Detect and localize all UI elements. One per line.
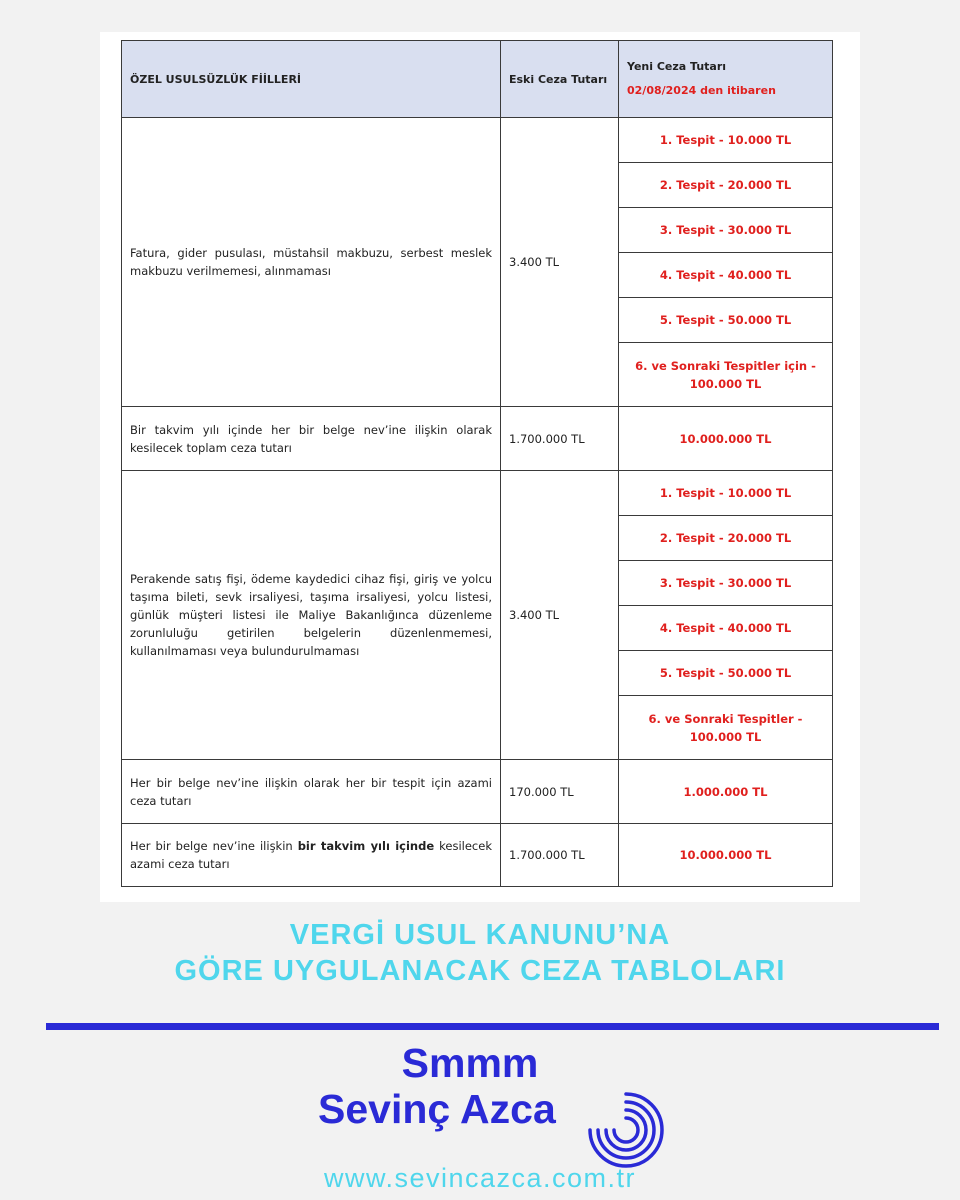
row-old-penalty: 3.400 TL xyxy=(501,118,619,407)
row-old-penalty: 1.700.000 TL xyxy=(501,407,619,471)
headline-line-1: VERGİ USUL KANUNU’NA xyxy=(289,919,671,951)
headline-line-2: GÖRE UYGULANACAK CEZA TABLOLARI xyxy=(174,955,786,987)
penalty-step: 5. Tespit - 50.000 TL xyxy=(619,298,832,343)
document-image xyxy=(100,32,860,902)
act-text: kesilecek azami ceza tutarı xyxy=(130,839,492,871)
row-new-penalty xyxy=(619,118,833,407)
header-old-penalty: Eski Ceza Tutarı xyxy=(501,41,619,118)
penalty-step: 1. Tespit - 10.000 TL xyxy=(619,471,832,516)
website-link[interactable]: www.sevincazca.com.tr xyxy=(323,1163,637,1193)
header-act: ÖZEL USULSÜZLÜK FİİLLERİ xyxy=(122,41,501,118)
row-old-penalty: 1.700.000 TL xyxy=(501,824,619,887)
row-act: Bir takvim yılı içinde her bir belge nev’ine ilişkin olarak kesilecek toplam ceza tutarı xyxy=(122,407,501,471)
penalty-step: 3. Tespit - 30.000 TL xyxy=(619,208,832,253)
act-text: Her bir belge nev’ine ilişkin xyxy=(130,839,298,853)
penalty-step: 4. Tespit - 40.000 TL xyxy=(619,606,832,651)
act-text-bold: bir takvim yılı içinde xyxy=(297,839,435,853)
penalty-table xyxy=(121,40,833,887)
swirl-logo-icon xyxy=(584,1088,668,1172)
table-row xyxy=(122,118,833,407)
row-old-penalty: 3.400 TL xyxy=(501,471,619,760)
penalty-step: 3. Tespit - 30.000 TL xyxy=(619,561,832,606)
table-row xyxy=(122,760,833,824)
row-act: Fatura, gider pusulası, müstahsil makbuzu, serbest meslek makbuzu verilmemesi, alınmaması xyxy=(122,118,501,407)
divider xyxy=(46,1023,939,1030)
brand-title: Smmm xyxy=(401,1040,539,1086)
row-act xyxy=(122,824,501,887)
brand-name: Sevinç Azca xyxy=(318,1086,556,1132)
table-row xyxy=(122,824,833,887)
table-row xyxy=(122,407,833,471)
header-new-date: 02/08/2024 den itibaren xyxy=(627,84,776,97)
row-act: Perakende satış fişi, ödeme kaydedici cihaz fişi, giriş ve yolcu taşıma bileti, sevk irsaliyesi, taşıma irsaliyesi, yolcu listesi, günlük müşteri listesi ile Maliye Bakanlığınca düzenleme zorunluluğu getirilen belgelerin düzenlenmemesi, kullanılmaması veya bulundurulmaması xyxy=(122,471,501,760)
row-old-penalty: 170.000 TL xyxy=(501,760,619,824)
row-new-penalty xyxy=(619,471,833,760)
penalty-step: 2. Tespit - 20.000 TL xyxy=(619,163,832,208)
header-new-penalty xyxy=(619,41,833,118)
table-row xyxy=(122,471,833,760)
table-header-row xyxy=(122,41,833,118)
penalty-step: 6. ve Sonraki Tespitler için - 100.000 TL xyxy=(635,358,816,391)
penalty-step: 4. Tespit - 40.000 TL xyxy=(619,253,832,298)
penalty-step: 1. Tespit - 10.000 TL xyxy=(619,118,832,163)
penalty-step: 2. Tespit - 20.000 TL xyxy=(619,516,832,561)
row-new-penalty: 10.000.000 TL xyxy=(619,824,833,887)
penalty-step: 5. Tespit - 50.000 TL xyxy=(619,651,832,696)
header-new-label: Yeni Ceza Tutarı xyxy=(627,60,727,73)
row-new-penalty: 10.000.000 TL xyxy=(619,407,833,471)
row-act: Her bir belge nev’ine ilişkin olarak her bir tespit için azami ceza tutarı xyxy=(122,760,501,824)
row-new-penalty: 1.000.000 TL xyxy=(619,760,833,824)
penalty-step: 6. ve Sonraki Tespitler - 100.000 TL xyxy=(648,711,803,744)
